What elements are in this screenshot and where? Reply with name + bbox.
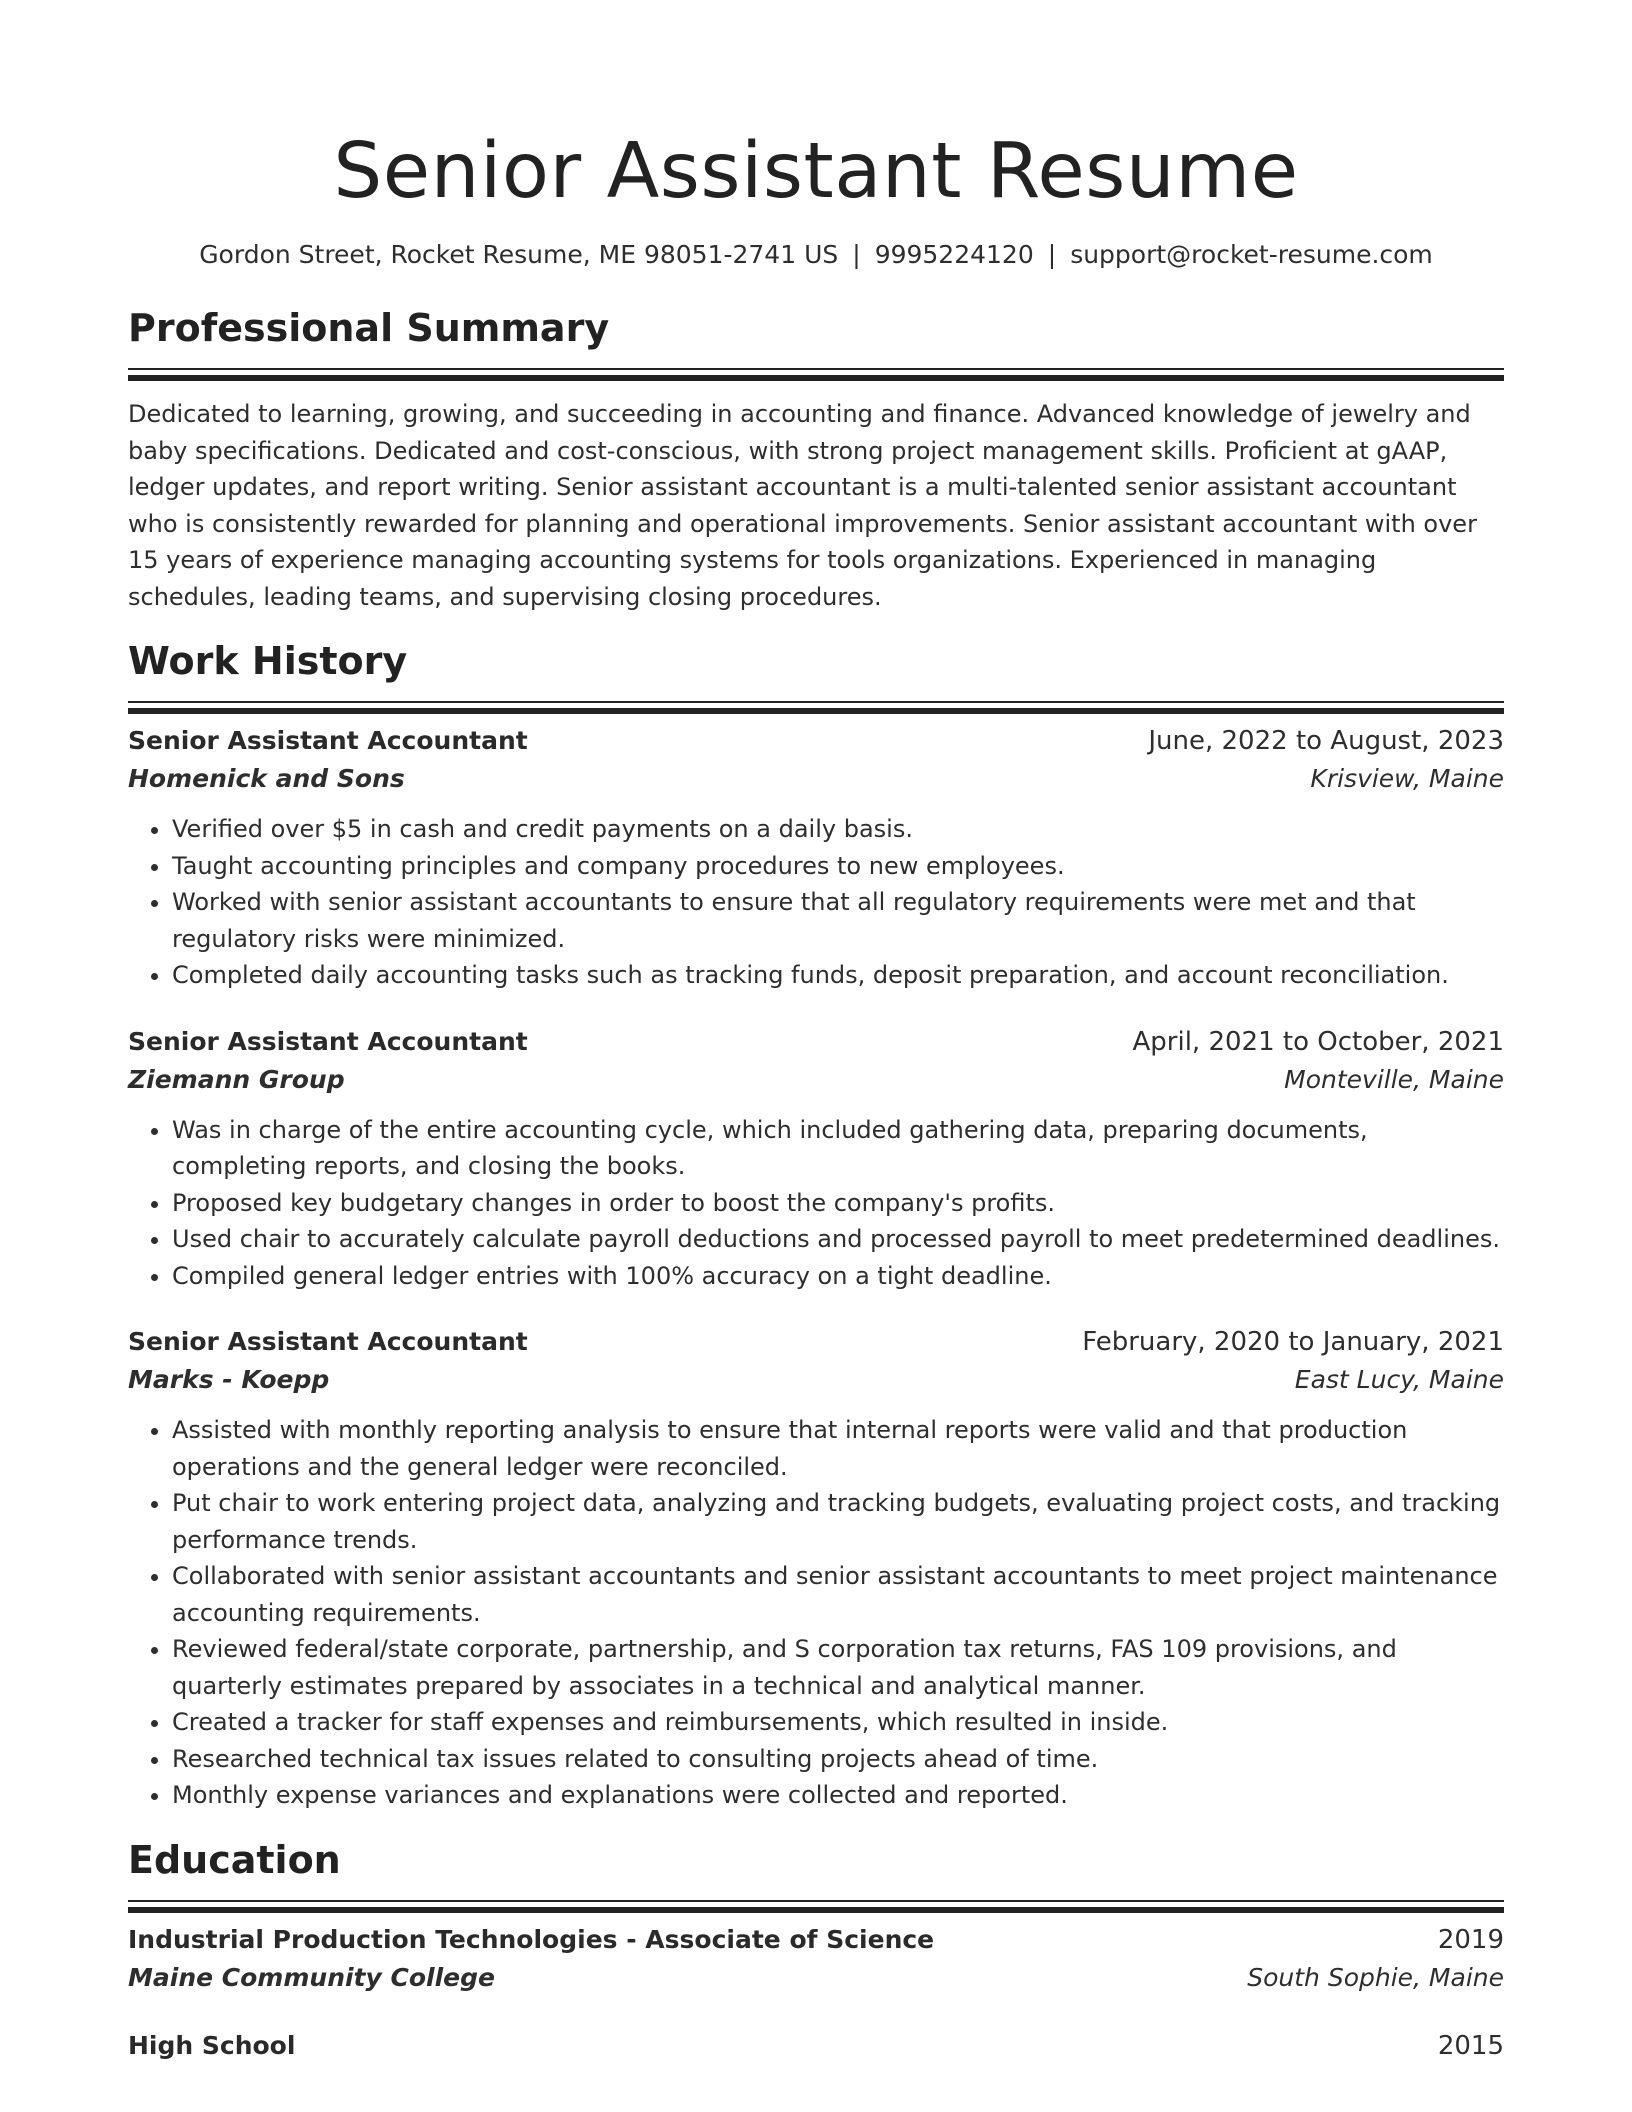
section-divider (128, 701, 1504, 703)
contact-email: support@rocket-resume.com (1070, 240, 1433, 269)
job-header (128, 723, 1504, 759)
list-item: • Verified over $5 in cash and credit payments on a daily basis. (172, 811, 1504, 848)
section-divider (128, 1900, 1504, 1902)
list-item: • Assisted with monthly reporting analysis to ensure that internal reports were valid and that production operations and the general ledger were reconciled. (172, 1412, 1504, 1485)
work-section (128, 637, 1504, 1814)
education-location: South Sophie, Maine (1247, 1962, 1504, 1992)
education-entry (128, 2028, 1504, 2064)
contact-phone: 9995224120 (874, 240, 1034, 269)
job-subheader (128, 759, 1504, 799)
job-location: East Lucy, Maine (1294, 1365, 1504, 1394)
section-heading-education: Education (128, 1837, 341, 1882)
contact-line (128, 238, 1504, 272)
job-dates: February, 2020 to January, 2021 (1082, 1327, 1504, 1357)
list-item: • Compiled general ledger entries with 100% accuracy on a tight deadline. (172, 1258, 1504, 1295)
job-subheader (128, 1360, 1504, 1400)
job-entry (128, 723, 1504, 994)
list-item: • Worked with senior assistant accountants to ensure that all regulatory requirements were met and that regulatory risks were minimized. (172, 884, 1504, 957)
list-item: • Proposed key budgetary changes in order to boost the company's profits. (172, 1185, 1504, 1222)
resume-title: Senior Assistant Resume (333, 127, 1299, 216)
job-header (128, 1024, 1504, 1060)
job-dates: June, 2022 to August, 2023 (1148, 726, 1504, 756)
section-heading-summary: Professional Summary (128, 306, 610, 350)
education-section (128, 1836, 1504, 2064)
section-heading-work: Work History (128, 639, 408, 683)
list-item: • Created a tracker for staff expenses and reimbursements, which resulted in inside. (172, 1704, 1504, 1741)
job-location: Monteville, Maine (1284, 1064, 1504, 1094)
contact-separator: | (852, 240, 861, 269)
education-school: Maine Community College (128, 1962, 495, 1992)
education-degree: Industrial Production Technologies - Associate of Science (128, 1924, 935, 1954)
education-subheader (128, 1958, 1504, 1998)
education-header (128, 2028, 1504, 2064)
list-item: • Researched technical tax issues related to consulting projects ahead of time. (172, 1741, 1504, 1778)
job-title: Senior Assistant Accountant (128, 726, 528, 755)
job-company: Homenick and Sons (128, 764, 405, 793)
job-header (128, 1324, 1504, 1360)
list-item: • Taught accounting principles and company procedures to new employees. (172, 848, 1504, 885)
job-bullets (128, 1112, 1504, 1295)
job-dates: April, 2021 to October, 2021 (1132, 1026, 1504, 1057)
job-title: Senior Assistant Accountant (128, 1026, 528, 1056)
job-company: Ziemann Group (128, 1064, 345, 1094)
education-year: 2019 (1437, 1924, 1504, 1955)
resume-page (128, 0, 1504, 2064)
education-entry (128, 1922, 1504, 1998)
job-title: Senior Assistant Accountant (128, 1327, 528, 1356)
list-item: • Completed daily accounting tasks such as tracking funds, deposit preparation, and account reconciliation. (172, 957, 1504, 994)
summary-section (128, 304, 1504, 615)
job-bullets (128, 1412, 1504, 1814)
list-item: • Used chair to accurately calculate payroll deductions and processed payroll to meet predetermined deadlines. (172, 1221, 1504, 1258)
list-item: • Reviewed federal/state corporate, partnership, and S corporation tax returns, FAS 109 provisions, and quarterly estimates prepared by associates in a technical and analytical manner. (172, 1631, 1504, 1704)
job-entry (128, 1324, 1504, 1814)
education-degree: High School (128, 2030, 296, 2060)
list-item: • Monthly expense variances and explanations were collected and reported. (172, 1777, 1504, 1814)
job-entry (128, 1024, 1504, 1295)
section-divider (128, 368, 1504, 370)
education-year: 2015 (1437, 2030, 1504, 2061)
contact-separator: | (1047, 240, 1057, 269)
contact-address: Gordon Street, Rocket Resume, ME 98051-2741 US (199, 240, 839, 269)
job-location: Krisview, Maine (1310, 764, 1504, 793)
list-item: • Put chair to work entering project data, analyzing and tracking budgets, evaluating project costs, and tracking performance trends. (172, 1485, 1504, 1558)
job-company: Marks - Koepp (128, 1365, 330, 1394)
list-item: • Collaborated with senior assistant accountants and senior assistant accountants to meet project maintenance accounting requirements. (172, 1558, 1504, 1631)
job-subheader (128, 1060, 1504, 1100)
list-item: • Was in charge of the entire accounting cycle, which included gathering data, preparing documents, completing reports, and closing the books. (172, 1112, 1504, 1185)
summary-text: Dedicated to learning, growing, and succeeding in accounting and finance. Advanced knowledge of jewelry and baby specifications. Dedicated and cost-conscious, with strong project management skills. Proficient at gAAP, ledger updates, and report writing. Senior assistant accountant is a multi-talented senior assistant accountant who is consistently rewarded for planning and operational improvements. Senior assistant accountant with over 15 years of experience managing accounting systems for tools organizations. Experienced in managing schedules, leading teams, and supervising closing procedures. (128, 400, 1477, 611)
job-bullets (128, 811, 1504, 994)
education-header (128, 1922, 1504, 1958)
